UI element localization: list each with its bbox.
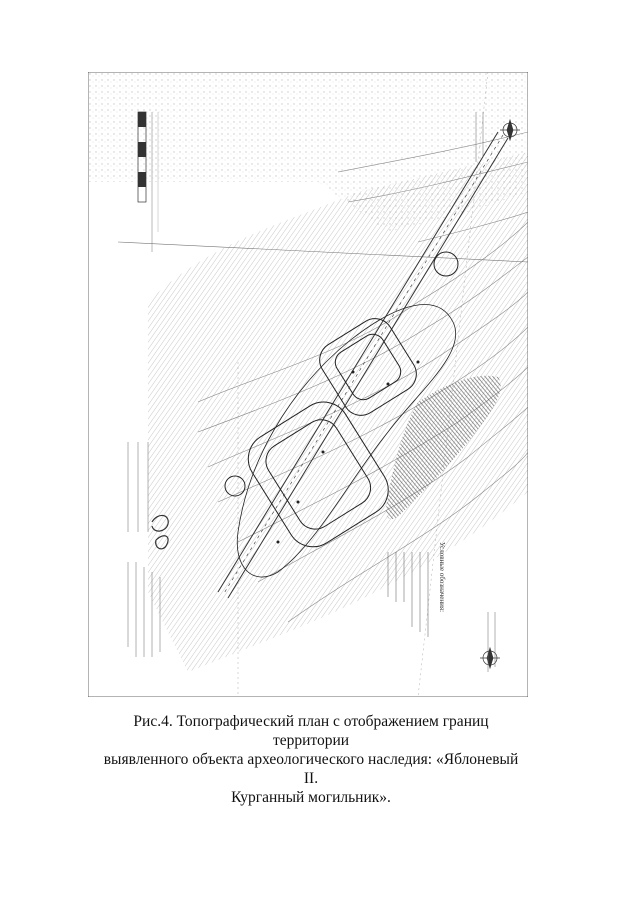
caption-line-3: Курганный могильник». xyxy=(231,789,391,806)
caption-line-1: Рис.4. Топографический план с отображением границ территории xyxy=(133,713,489,749)
caption-line-2: выявленного объекта археологического наследия: «Яблоневый II. xyxy=(103,751,519,787)
topographic-plan xyxy=(88,72,528,697)
figure-caption xyxy=(96,712,526,807)
legend-title: Условные обозначения: xyxy=(438,542,446,613)
